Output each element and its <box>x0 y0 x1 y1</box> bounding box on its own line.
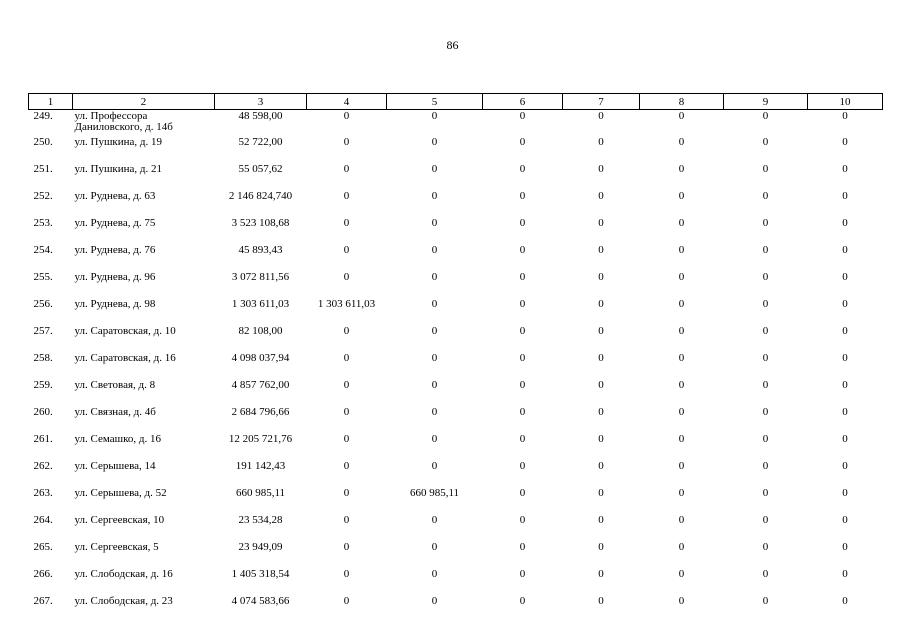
row-number-cell: 258. <box>33 352 53 364</box>
data-table-container <box>28 93 882 622</box>
value-cell: 0 <box>678 352 685 364</box>
value-cell: 0 <box>431 110 438 122</box>
address-cell: ул. Руднева, д. 75 <box>74 217 156 229</box>
value-cell: 0 <box>598 217 604 229</box>
value-cell: 0 <box>678 325 685 337</box>
value-cell: 0 <box>431 514 438 526</box>
table-row <box>29 217 883 244</box>
value-cell: 0 <box>343 271 350 283</box>
table-row <box>29 406 883 433</box>
table-row <box>29 244 883 271</box>
value-cell: 82 108,00 <box>238 325 283 337</box>
value-cell: 2 146 824,740 <box>228 190 293 202</box>
value-cell: 0 <box>431 271 438 283</box>
value-cell: 0 <box>842 244 848 256</box>
table-header <box>29 94 883 110</box>
value-cell: 0 <box>678 298 685 310</box>
value-cell: 0 <box>842 298 848 310</box>
value-cell: 0 <box>678 163 685 175</box>
value-cell: 23 949,09 <box>238 541 283 553</box>
value-cell: 0 <box>762 487 769 499</box>
value-cell: 1 405 318,54 <box>231 568 290 580</box>
value-cell: 0 <box>678 271 685 283</box>
value-cell: 0 <box>678 433 685 445</box>
value-cell: 2 684 796,66 <box>231 406 290 418</box>
value-cell: 0 <box>519 379 526 391</box>
value-cell: 0 <box>598 487 604 499</box>
value-cell: 48 598,00 <box>238 110 283 122</box>
value-cell: 0 <box>678 110 685 122</box>
table-row <box>29 136 883 163</box>
header-cell: 1 <box>29 94 73 110</box>
row-number-cell: 254. <box>33 244 53 256</box>
value-cell: 0 <box>762 595 769 607</box>
value-cell: 0 <box>598 460 604 472</box>
table-row <box>29 379 883 406</box>
value-cell: 0 <box>598 190 604 202</box>
value-cell: 0 <box>678 460 685 472</box>
value-cell: 0 <box>343 406 350 418</box>
value-cell: 0 <box>762 514 769 526</box>
value-cell: 12 205 721,76 <box>228 433 293 445</box>
value-cell: 0 <box>519 352 526 364</box>
value-cell: 0 <box>431 190 438 202</box>
value-cell: 0 <box>678 487 685 499</box>
value-cell: 0 <box>678 406 685 418</box>
address-cell: ул. Серышева, д. 52 <box>74 487 167 499</box>
row-number-cell: 253. <box>33 217 53 229</box>
value-cell: 0 <box>678 136 685 148</box>
value-cell: 0 <box>343 568 350 580</box>
value-cell: 0 <box>343 433 350 445</box>
value-cell: 0 <box>431 136 438 148</box>
value-cell: 4 857 762,00 <box>231 379 290 391</box>
value-cell: 0 <box>519 541 526 553</box>
value-cell: 0 <box>343 595 350 607</box>
value-cell: 660 985,11 <box>235 487 286 499</box>
value-cell: 0 <box>678 595 685 607</box>
value-cell: 0 <box>842 541 848 553</box>
address-cell: ул. Руднева, д. 63 <box>74 190 156 202</box>
address-cell: ул. Пушкина, д. 19 <box>74 136 163 148</box>
value-cell: 0 <box>762 433 769 445</box>
value-cell: 0 <box>431 406 438 418</box>
address-cell: ул. Руднева, д. 96 <box>74 271 156 283</box>
row-number-cell: 266. <box>33 568 53 580</box>
value-cell: 0 <box>762 136 769 148</box>
value-cell: 23 534,28 <box>238 514 283 526</box>
value-cell: 0 <box>431 352 438 364</box>
value-cell: 0 <box>519 460 526 472</box>
address-cell: ул. Пушкина, д. 21 <box>74 163 163 175</box>
row-number-cell: 255. <box>33 271 53 283</box>
value-cell: 0 <box>343 110 350 122</box>
value-cell: 0 <box>842 271 848 283</box>
value-cell: 0 <box>598 298 604 310</box>
value-cell: 0 <box>598 244 604 256</box>
value-cell: 0 <box>598 595 604 607</box>
value-cell: 0 <box>519 595 526 607</box>
row-number-cell: 262. <box>33 460 53 472</box>
row-number-cell: 260. <box>33 406 53 418</box>
value-cell: 0 <box>519 487 526 499</box>
value-cell: 0 <box>519 163 526 175</box>
address-cell: ул. Профессора Даниловского, д. 14б <box>74 110 173 133</box>
value-cell: 0 <box>678 190 685 202</box>
table-row <box>29 110 883 137</box>
value-cell: 0 <box>343 514 350 526</box>
value-cell: 0 <box>842 487 848 499</box>
value-cell: 0 <box>519 136 526 148</box>
value-cell: 55 057,62 <box>238 163 283 175</box>
header-cell: 7 <box>563 94 640 110</box>
table-row <box>29 163 883 190</box>
value-cell: 3 523 108,68 <box>231 217 290 229</box>
row-number-cell: 256. <box>33 298 53 310</box>
value-cell: 191 142,43 <box>235 460 286 472</box>
value-cell: 0 <box>842 325 848 337</box>
value-cell: 0 <box>343 325 350 337</box>
value-cell: 0 <box>431 298 438 310</box>
value-cell: 0 <box>762 110 769 122</box>
value-cell: 0 <box>598 433 604 445</box>
table-row <box>29 271 883 298</box>
row-number-cell: 257. <box>33 325 53 337</box>
address-cell: ул. Руднева, д. 98 <box>74 298 156 310</box>
table-row <box>29 298 883 325</box>
value-cell: 0 <box>598 110 604 122</box>
value-cell: 0 <box>842 595 848 607</box>
value-cell: 0 <box>343 217 350 229</box>
row-number-cell: 251. <box>33 163 53 175</box>
value-cell: 0 <box>842 379 848 391</box>
table-row <box>29 541 883 568</box>
value-cell: 0 <box>598 163 604 175</box>
address-cell: ул. Световая, д. 8 <box>74 379 156 391</box>
value-cell: 0 <box>842 110 848 122</box>
value-cell: 0 <box>598 271 604 283</box>
value-cell: 0 <box>842 568 848 580</box>
value-cell: 0 <box>762 271 769 283</box>
value-cell: 0 <box>519 217 526 229</box>
value-cell: 0 <box>343 379 350 391</box>
value-cell: 1 303 611,03 <box>231 298 290 310</box>
value-cell: 0 <box>842 433 848 445</box>
row-number-cell: 261. <box>33 433 53 445</box>
row-number-cell: 265. <box>33 541 53 553</box>
row-number-cell: 263. <box>33 487 53 499</box>
value-cell: 0 <box>519 110 526 122</box>
value-cell: 0 <box>842 460 848 472</box>
value-cell: 0 <box>762 352 769 364</box>
address-cell: ул. Саратовская, д. 10 <box>74 325 176 337</box>
value-cell: 0 <box>598 379 604 391</box>
value-cell: 0 <box>519 568 526 580</box>
value-cell: 0 <box>519 190 526 202</box>
value-cell: 3 072 811,56 <box>231 271 290 283</box>
value-cell: 0 <box>519 244 526 256</box>
value-cell: 0 <box>678 217 685 229</box>
table-row <box>29 433 883 460</box>
row-number-cell: 259. <box>33 379 53 391</box>
value-cell: 0 <box>762 460 769 472</box>
address-cell: ул. Слободская, д. 23 <box>74 595 173 607</box>
value-cell: 0 <box>678 379 685 391</box>
header-cell: 8 <box>640 94 724 110</box>
value-cell: 0 <box>343 190 350 202</box>
value-cell: 0 <box>678 541 685 553</box>
row-number-cell: 252. <box>33 190 53 202</box>
value-cell: 0 <box>343 136 350 148</box>
table-row <box>29 325 883 352</box>
header-cell: 4 <box>307 94 387 110</box>
value-cell: 0 <box>598 136 604 148</box>
value-cell: 0 <box>431 460 438 472</box>
header-cell: 5 <box>387 94 483 110</box>
value-cell: 0 <box>431 244 438 256</box>
value-cell: 0 <box>842 514 848 526</box>
table-row <box>29 190 883 217</box>
value-cell: 0 <box>431 541 438 553</box>
header-cell: 9 <box>724 94 808 110</box>
value-cell: 0 <box>842 190 848 202</box>
value-cell: 0 <box>598 406 604 418</box>
value-cell: 0 <box>678 244 685 256</box>
table-row <box>29 352 883 379</box>
value-cell: 0 <box>842 136 848 148</box>
value-cell: 45 893,43 <box>238 244 283 256</box>
table-body <box>29 110 883 623</box>
address-cell: ул. Руднева, д. 76 <box>74 244 156 256</box>
data-table <box>28 93 883 622</box>
value-cell: 0 <box>842 406 848 418</box>
table-row <box>29 568 883 595</box>
value-cell: 0 <box>431 568 438 580</box>
value-cell: 0 <box>598 514 604 526</box>
value-cell: 0 <box>598 541 604 553</box>
value-cell: 0 <box>431 433 438 445</box>
row-number-cell: 267. <box>33 595 53 607</box>
value-cell: 1 303 611,03 <box>317 298 376 310</box>
value-cell: 0 <box>842 217 848 229</box>
address-cell: ул. Саратовская, д. 16 <box>74 352 176 364</box>
table-row <box>29 460 883 487</box>
value-cell: 0 <box>343 244 350 256</box>
value-cell: 0 <box>762 217 769 229</box>
value-cell: 0 <box>762 325 769 337</box>
value-cell: 0 <box>519 514 526 526</box>
address-cell: ул. Слободская, д. 16 <box>74 568 173 580</box>
value-cell: 0 <box>519 433 526 445</box>
table-row <box>29 514 883 541</box>
table-row <box>29 595 883 622</box>
value-cell: 0 <box>343 460 350 472</box>
value-cell: 0 <box>598 568 604 580</box>
value-cell: 0 <box>343 352 350 364</box>
row-number-cell: 264. <box>33 514 53 526</box>
value-cell: 0 <box>519 271 526 283</box>
value-cell: 0 <box>762 298 769 310</box>
value-cell: 0 <box>598 352 604 364</box>
value-cell: 0 <box>762 163 769 175</box>
row-number-cell: 249. <box>33 110 53 122</box>
value-cell: 0 <box>842 352 848 364</box>
value-cell: 0 <box>519 325 526 337</box>
value-cell: 4 098 037,94 <box>231 352 290 364</box>
value-cell: 0 <box>343 541 350 553</box>
value-cell: 0 <box>762 568 769 580</box>
address-cell: ул. Серышева, 14 <box>74 460 156 472</box>
value-cell: 0 <box>431 325 438 337</box>
value-cell: 0 <box>431 379 438 391</box>
address-cell: ул. Связная, д. 4б <box>74 406 156 418</box>
table-row <box>29 487 883 514</box>
value-cell: 0 <box>431 595 438 607</box>
value-cell: 0 <box>598 325 604 337</box>
value-cell: 0 <box>762 190 769 202</box>
value-cell: 660 985,11 <box>409 487 460 499</box>
value-cell: 0 <box>519 406 526 418</box>
header-cell: 2 <box>73 94 215 110</box>
header-cell: 6 <box>483 94 563 110</box>
page-number: 86 <box>446 38 459 52</box>
header-cell: 10 <box>808 94 883 110</box>
value-cell: 0 <box>842 163 848 175</box>
value-cell: 0 <box>762 406 769 418</box>
value-cell: 0 <box>431 163 438 175</box>
value-cell: 0 <box>343 163 350 175</box>
address-cell: ул. Сергеевская, 5 <box>74 541 159 553</box>
value-cell: 0 <box>678 568 685 580</box>
row-number-cell: 250. <box>33 136 53 148</box>
address-cell: ул. Семашко, д. 16 <box>74 433 161 445</box>
value-cell: 0 <box>762 541 769 553</box>
value-cell: 0 <box>762 379 769 391</box>
header-cell: 3 <box>215 94 307 110</box>
value-cell: 0 <box>678 514 685 526</box>
value-cell: 0 <box>431 217 438 229</box>
address-cell: ул. Сергеевская, 10 <box>74 514 165 526</box>
value-cell: 4 074 583,66 <box>231 595 290 607</box>
value-cell: 0 <box>762 244 769 256</box>
header-row <box>29 94 883 110</box>
value-cell: 52 722,00 <box>238 136 283 148</box>
value-cell: 0 <box>519 298 526 310</box>
value-cell: 0 <box>343 487 350 499</box>
